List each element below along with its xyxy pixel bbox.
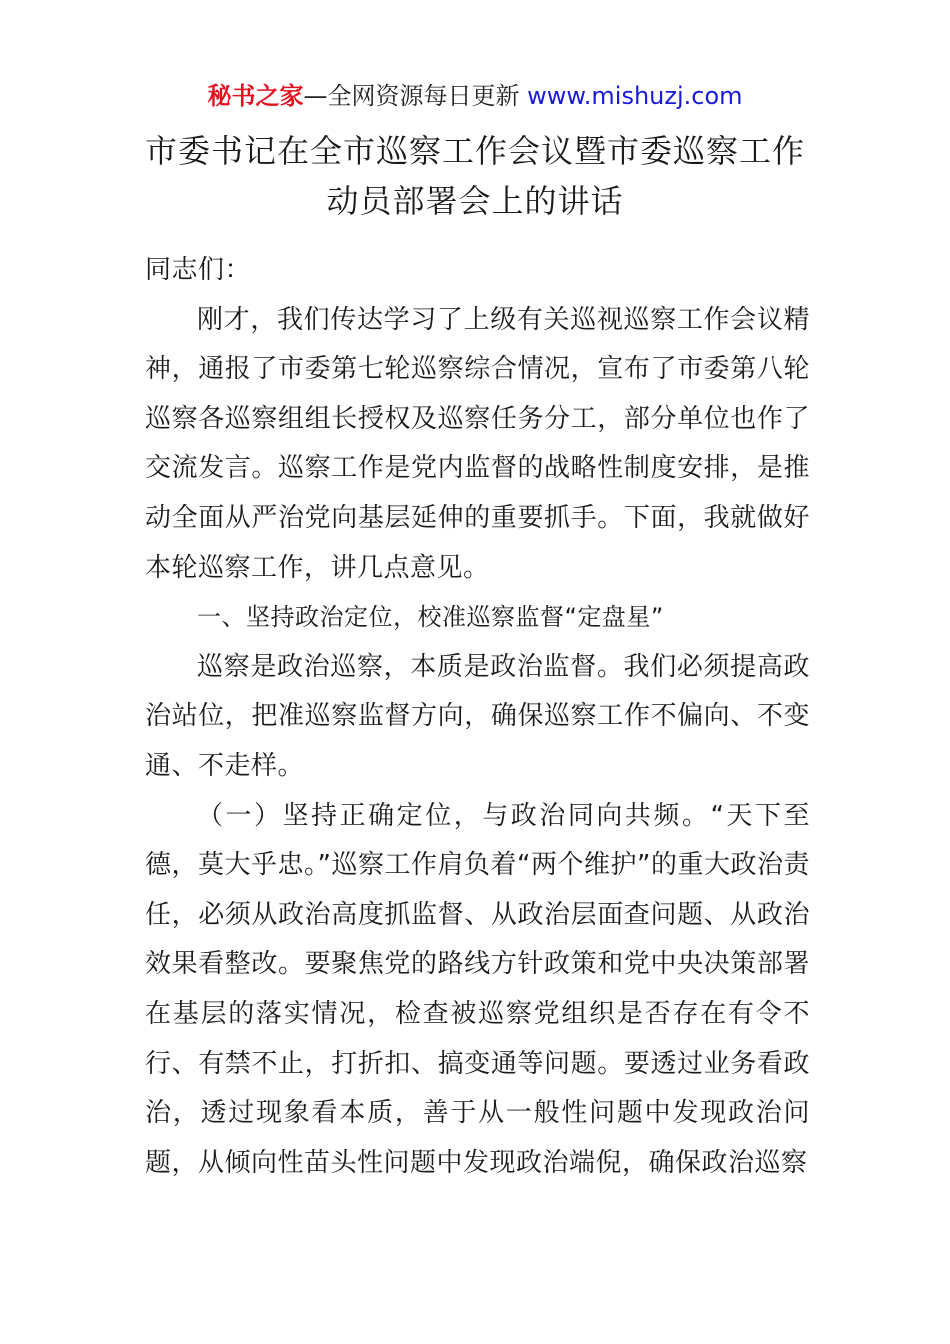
title-line-1: 市委书记在全市巡察工作会议暨市委巡察工作	[144, 132, 805, 170]
site-banner	[0, 80, 950, 112]
document-body	[145, 246, 810, 1188]
brand-name: 秘书之家	[207, 82, 304, 110]
paragraph-intro: 刚才，我们传达学习了上级有关巡视巡察工作会议精神，通报了市委第七轮巡察综合情况，宣布了市委第八轮巡察各巡察组组长授权及巡察任务分工，部分单位也作了交流发言。巡察工作是党内监督的战略性制度安排，是推动全面从严治党向基层延伸的重要抓手。下面，我就做好本轮巡察工作，讲几点意见。	[145, 304, 810, 583]
paragraph-political-positioning: 巡察是政治巡察，本质是政治监督。我们必须提高政治站位，把准巡察监督方向，确保巡察工作不偏向、不变通、不走样。	[145, 651, 810, 781]
site-url-link[interactable]: www.mishuzj.com	[527, 82, 743, 110]
banner-tagline: —全网资源每日更新	[303, 82, 528, 110]
section-heading-1: 一、坚持政治定位，校准巡察监督“定盘星”	[197, 603, 664, 632]
title-line-2: 动员部署会上的讲话	[326, 182, 624, 220]
document-title	[100, 126, 850, 226]
salutation: 同志们：	[145, 255, 252, 285]
paragraph-correct-positioning: （一）坚持正确定位，与政治同向共频。“天下至德，莫大乎忠。”巡察工作肩负着“两个维护”的重大政治责任，必须从政治高度抓监督、从政治层面查问题、从政治效果看整改。要聚焦党的路线方针政策和党中央决策部署在基层的落实情况，检查被巡察党组织是否存在有令不行、有禁不止，打折扣、搞变通等问题。要透过业务看政治，透过现象看本质，善于从一般性问题中发现政治问题，从倾向性苗头性问题中发现政治端倪，确保政治巡察	[145, 800, 810, 1178]
